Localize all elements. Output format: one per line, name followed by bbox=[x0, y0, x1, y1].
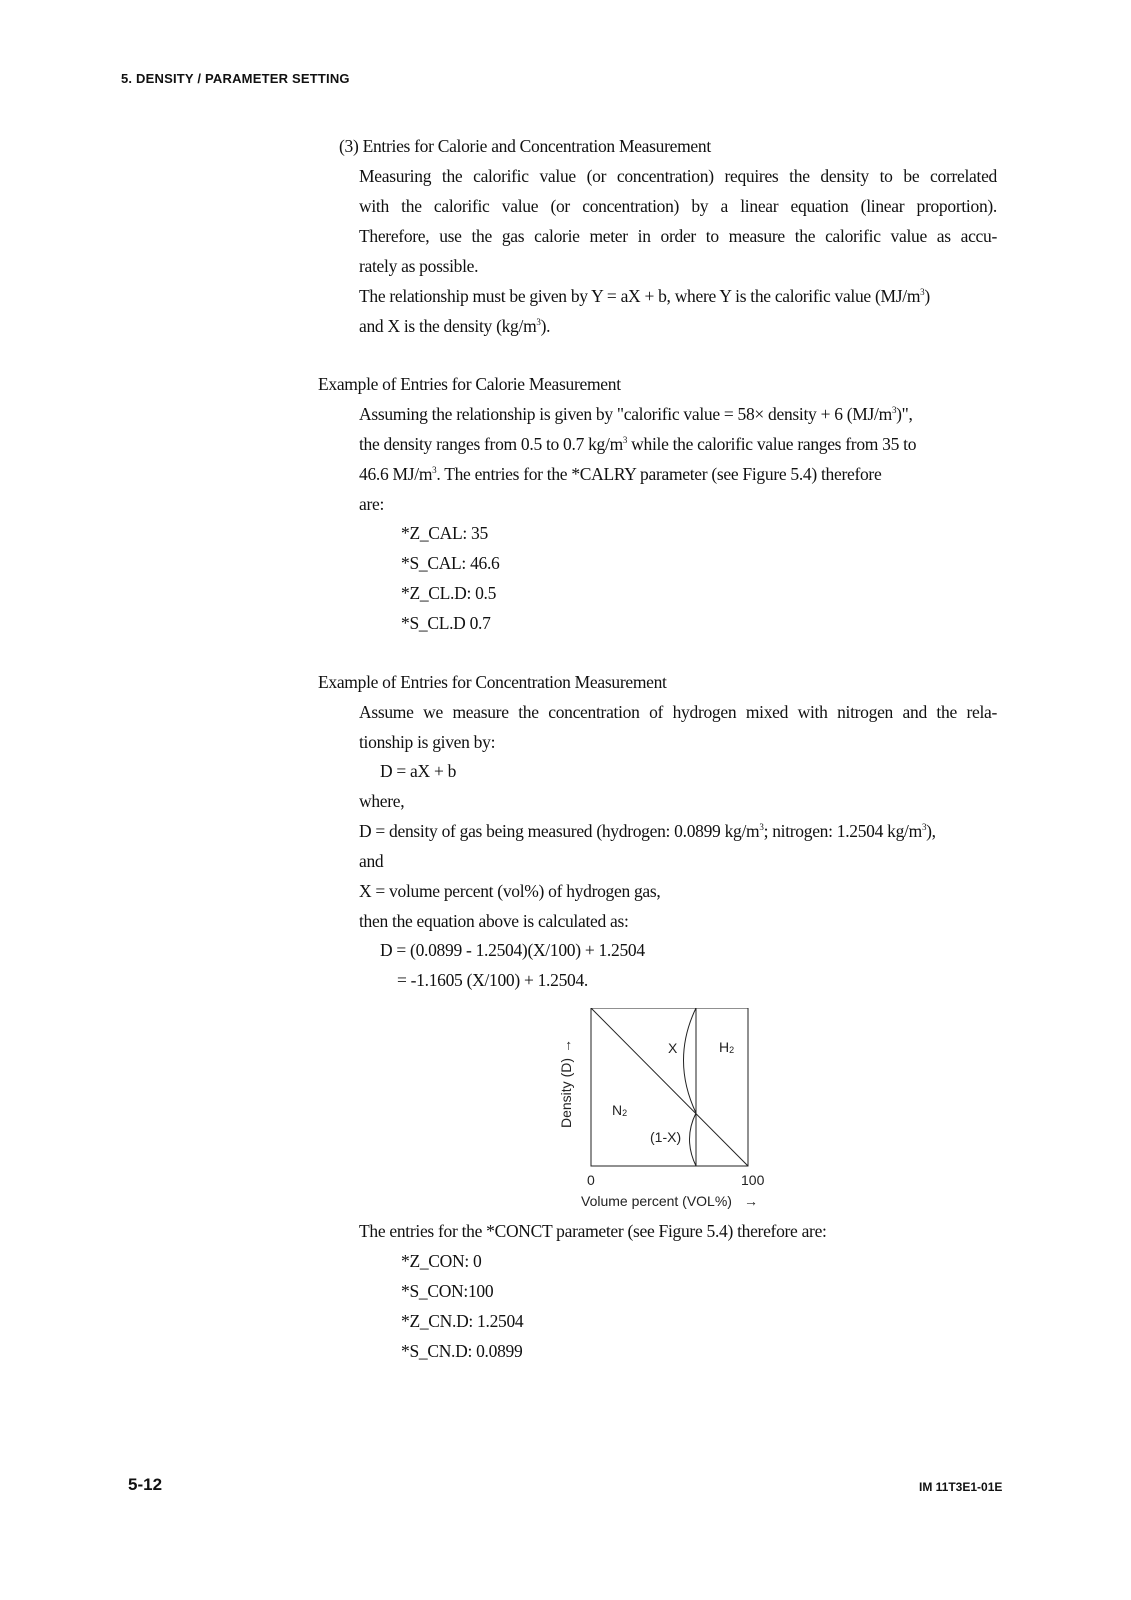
paragraph-line: Assume we measure the concentration of hydrogen mixed with nitrogen and the rela- bbox=[359, 702, 997, 722]
one-minus-x-label: (1-X) bbox=[650, 1129, 682, 1145]
section-heading: (3) Entries for Calorie and Concentration Measurement bbox=[339, 136, 711, 156]
paragraph-line: the density ranges from 0.5 to 0.7 $kg/m^3$ while the calorific value ranges from 35 to bbox=[359, 434, 917, 454]
paragraph-line: 46.6 $MJ/m^3$. The entries for the *CALRY parameter (see Figure 5.4) therefore bbox=[359, 464, 882, 484]
concentration-entry: *S_CN.D: 0.0899 bbox=[401, 1341, 523, 1361]
equation: D = aX + b bbox=[380, 761, 457, 781]
paragraph-line: rately as possible. bbox=[359, 256, 479, 276]
diagram-svg bbox=[545, 1008, 795, 1216]
density-volume-diagram bbox=[545, 1008, 795, 1221]
calorie-entry: *S_CAL: 46.6 bbox=[401, 553, 500, 573]
paragraph-line: and bbox=[359, 851, 384, 871]
y-axis-label: Density (D)→ bbox=[558, 1038, 574, 1128]
x-brace bbox=[684, 1008, 697, 1113]
x-label: X bbox=[668, 1040, 678, 1056]
x-tick-0: 0 bbox=[587, 1172, 595, 1188]
paragraph-line: tionship is given by: bbox=[359, 732, 496, 752]
equation: = -1.1605 (X/100) + 1.2504. bbox=[397, 970, 588, 990]
one-minus-x-brace bbox=[690, 1113, 697, 1166]
calorie-entry: *S_CL.D 0.7 bbox=[401, 613, 491, 633]
equation: D = (0.0899 - 1.2504)(X/100) + 1.2504 bbox=[380, 940, 645, 960]
paragraph-line: where, bbox=[359, 791, 405, 811]
concentration-example-heading: Example of Entries for Concentration Measurement bbox=[318, 672, 667, 692]
n2-label: N2 bbox=[612, 1102, 628, 1118]
document-id: IM 11T3E1-01E bbox=[919, 1480, 1003, 1494]
paragraph-line: are: bbox=[359, 494, 385, 514]
x-axis-label: Volume percent (VOL%) → bbox=[581, 1193, 758, 1209]
calorie-entry: *Z_CL.D: 0.5 bbox=[401, 583, 497, 603]
page-number: 5-12 bbox=[128, 1475, 163, 1494]
paragraph-line: then the equation above is calculated as: bbox=[359, 911, 629, 931]
paragraph-line: Therefore, use the gas calorie meter in order to measure the calorific value as accu- bbox=[359, 226, 997, 246]
paragraph-line: Measuring the calorific value (or concentration) requires the density to be correlated bbox=[359, 166, 997, 186]
paragraph-line: Assuming the relationship is given by "calorific value = 58× density + 6 $(MJ/m^3)$", bbox=[359, 404, 913, 424]
concentration-entry: *Z_CON: 0 bbox=[401, 1251, 482, 1271]
density-definition: D = density of gas being measured (hydrogen: 0.0899 $kg/m^3$; nitrogen: 1.2504 $kg/m^3$), bbox=[359, 821, 936, 841]
calorie-example-heading: Example of Entries for Calorie Measurement bbox=[318, 374, 621, 394]
relationship-line: The relationship must be given by Y = aX + b, where Y is the calorific value $(MJ/m^3)$ bbox=[359, 286, 930, 306]
volume-definition: X = volume percent (vol%) of hydrogen gas, bbox=[359, 881, 661, 901]
x-tick-100: 100 bbox=[741, 1172, 765, 1188]
section-header: 5. DENSITY / PARAMETER SETTING bbox=[121, 71, 350, 86]
paragraph-line: The entries for the *CONCT parameter (see Figure 5.4) therefore are: bbox=[359, 1221, 827, 1241]
concentration-entry: *Z_CN.D: 1.2504 bbox=[401, 1311, 524, 1331]
relationship-line: and X is the density $(kg/m^3)$. bbox=[359, 316, 551, 336]
paragraph-line: with the calorific value (or concentration) by a linear equation (linear proportion). bbox=[359, 196, 997, 216]
h2-label: H2 bbox=[719, 1039, 735, 1055]
calorie-entry: *Z_CAL: 35 bbox=[401, 523, 488, 543]
concentration-entry: *S_CON:100 bbox=[401, 1281, 494, 1301]
